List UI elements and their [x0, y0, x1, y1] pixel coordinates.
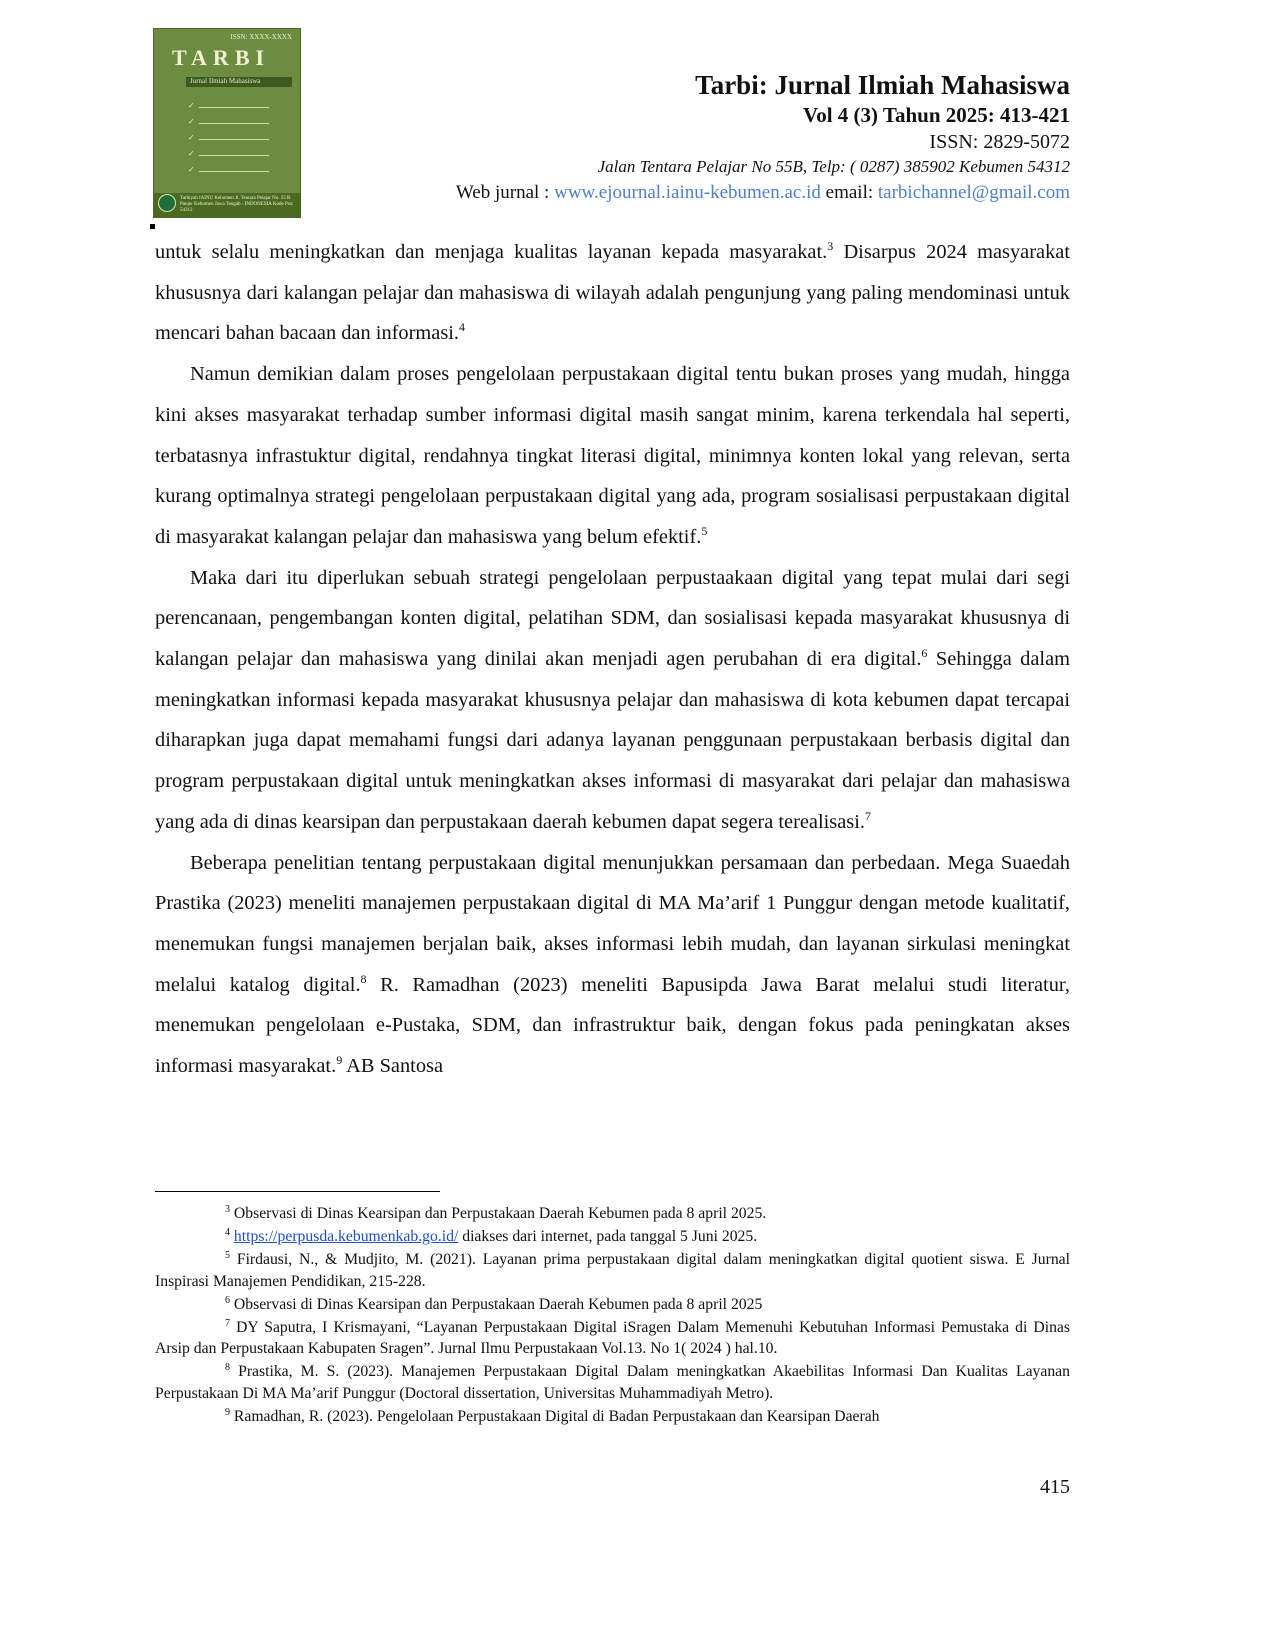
cover-line: [199, 155, 269, 156]
cover-line: [199, 139, 269, 140]
web-label: Web jurnal :: [455, 182, 555, 203]
paragraph-4: Beberapa penelitian tentang perpustakaan digital menunjukkan persamaan dan perbedaan. Mega Suaedah Prastika (2023) meneliti manajemen perpustakaan digital di MA Ma’arif 1 Punggur dengan metode kualitatif, menemukan fungsi manajemen berjalan baik, akses informasi lebih mudah, dan layanan sirkulasi meningkat melalui katalog digital.$^8$ R. Ramadhan (2023) meneliti Bapusipda Jawa Barat melalui studi literatur, menemukan pengelolaan e-Pustaka, SDM, dan infrastruktur baik, dengan fokus pada peningkatan akses informasi masyarakat.$^9$ AB Santosa: [155, 851, 1070, 1078]
check-icon: ✓: [188, 149, 195, 158]
cover-line: [199, 123, 269, 124]
article-body: [155, 232, 1070, 1087]
journal-volume: Vol 4 (3) Tahun 2025: 413-421: [802, 103, 1070, 127]
footnote-ref[interactable]: 8: [360, 971, 367, 986]
footnote-5: $^5$ Firdausi, N., & Mudjito, M. (2021). Layanan prima perpustakaan digital dalam meningkatkan digital quotient siswa. E Jurnal Inspirasi Manajemen Pendidikan, 215-228.: [155, 1249, 1070, 1290]
footnote-6: $^6$ Observasi di Dinas Kearsipan dan Perpustakaan Daerah Kebumen pada 8 april 2025: [225, 1294, 763, 1313]
check-icon: ✓: [188, 101, 195, 110]
check-icon: ✓: [188, 133, 195, 142]
email-label: email:: [820, 182, 878, 203]
paragraph-1: untuk selalu meningkatkan dan menjaga kualitas layanan kepada masyarakat.$^3$ Disarpus 2024 masyarakat khususnya dari kalangan pelajar dan mahasiswa di wilayah adalah pengunjung yang paling mendominasi untuk mencari bahan bacaan dan informasi.$^4$: [155, 239, 1070, 345]
paragraph-3: Maka dari itu diperlukan sebuah strategi pengelolaan perpustaakaan digital yang tepat mulai dari segi perencanaan, pengembangan konten digital, pelatihan SDM, dan sosialisasi kepada masyarakat khususnya di kalangan pelajar dan mahasiswa yang dinilai akan menjadi agen perubahan di era digital.$^6$ Sehingga dalam meningkatkan informasi kepada masyarakat khususnya pelajar dan mahasiswa di kota kebumen dapat tercapai diharapkan juga dapat memahami fungsi dari adanya layanan penggunaan perpustakaan berbasis digital dan program perpustakaan digital untuk meningkatkan akses informasi di masyarakat dari pelajar dan mahasiswa yang ada di dinas kearsipan dan perpustakaan daerah kebumen dapat segera terealisasi.$^7$: [155, 566, 1070, 833]
cover-line: [199, 171, 269, 172]
footnotes: [155, 1203, 1070, 1429]
footnote-ref[interactable]: 5: [701, 524, 708, 539]
cover-subtitle: Jurnal Ilmiah Mahasiswa: [190, 77, 261, 85]
footnote-ref[interactable]: 4: [459, 320, 466, 335]
institution-logo-icon: [158, 194, 176, 212]
paragraph-2: Namun demikian dalam proses pengelolaan perpustakaan digital tentu bukan proses yang mudah, hingga kini akses masyarakat terhadap sumber informasi digital masih sangat minim, karena terkendala hal seperti, terbatasnya infrastuktur digital, rendahnya tingkat literasi digital, minimnya konten lokal yang relevan, serta kurang optimalnya strategi pengelolaan perpustakaan digital yang ada, program sosialisasi perpustakaan digital di masyarakat kalangan pelajar dan mahasiswa yang belum efektif.$^5$: [155, 363, 1070, 548]
footnote-4: $^4$ https://perpusda.kebumenkab.go.id/ diakses dari internet, pada tanggal 5 Juni 2025.: [225, 1226, 758, 1245]
journal-title: Tarbi: Jurnal Ilmiah Mahasiswa: [695, 70, 1070, 100]
footnote-3: $^3$ Observasi di Dinas Kearsipan dan Perpustakaan Daerah Kebumen pada 8 april 2025.: [225, 1203, 767, 1222]
header-marker: [150, 224, 155, 229]
check-icon: ✓: [188, 117, 195, 126]
check-icon: ✓: [188, 165, 195, 174]
journal-website-link[interactable]: www.ejournal.iainu-kebumen.ac.id: [554, 182, 821, 203]
footnote-ref[interactable]: 3: [827, 239, 834, 254]
cover-issn: ISSN: XXXX-XXXX: [230, 33, 292, 41]
footnote-9: $^9$ Ramadhan, R. (2023). Pengelolaan Perpustakaan Digital di Badan Perpustakaan dan Kearsipan Daerah: [225, 1406, 880, 1425]
footnote-ref[interactable]: 7: [864, 809, 871, 824]
footnote-7: $^7$ DY Saputra, I Krismayani, “Layanan Perpustakaan Digital iSragen Dalam Memenuhi Kebutuhan Informasi Pemustaka di Dinas Arsip dan Perpustakaan Kabupaten Sragen”. Jurnal Ilmu Perpustakaan Vol.13. No 1( 2024 ) hal.10.: [155, 1317, 1070, 1357]
footnote-ref[interactable]: 6: [921, 646, 928, 661]
journal-issn: ISSN: 2829-5072: [929, 131, 1070, 153]
footnote-ref[interactable]: 9: [336, 1053, 343, 1068]
footnote-divider: [155, 1191, 440, 1192]
journal-cover-image: [153, 28, 301, 218]
journal-web-line: [456, 182, 1070, 204]
footnote-8: $^8$ Prastika, M. S. (2023). Manajemen Perpustakaan Digital Dalam meningkatkan Akaebilitas Informasi Dan Kualitas Layanan Perpustakaan Di MA Ma’arif Punggur (Doctoral dissertation, Universitas Muhammadiyah Metro).: [155, 1361, 1070, 1402]
journal-address: Jalan Tentara Pelajar No 55B, Telp: ( 0287) 385902 Kebumen 54312: [597, 157, 1070, 176]
cover-footer-text: Tarbiyah IAINU Kebumen Jl. Tentara Pelajar No. 55 B Panjer Kebumen Jawa Tengah - INDONESIA Kode Pos: 54312: [180, 196, 294, 213]
cover-title: TARBI: [172, 45, 271, 70]
page-number: 415: [1040, 1476, 1070, 1498]
cover-footer: [154, 193, 300, 217]
cover-line: [199, 107, 269, 108]
journal-email-link[interactable]: tarbichannel@gmail.com: [877, 182, 1070, 203]
perpusda-link[interactable]: https://perpusda.kebumenkab.go.id/: [233, 1228, 459, 1245]
